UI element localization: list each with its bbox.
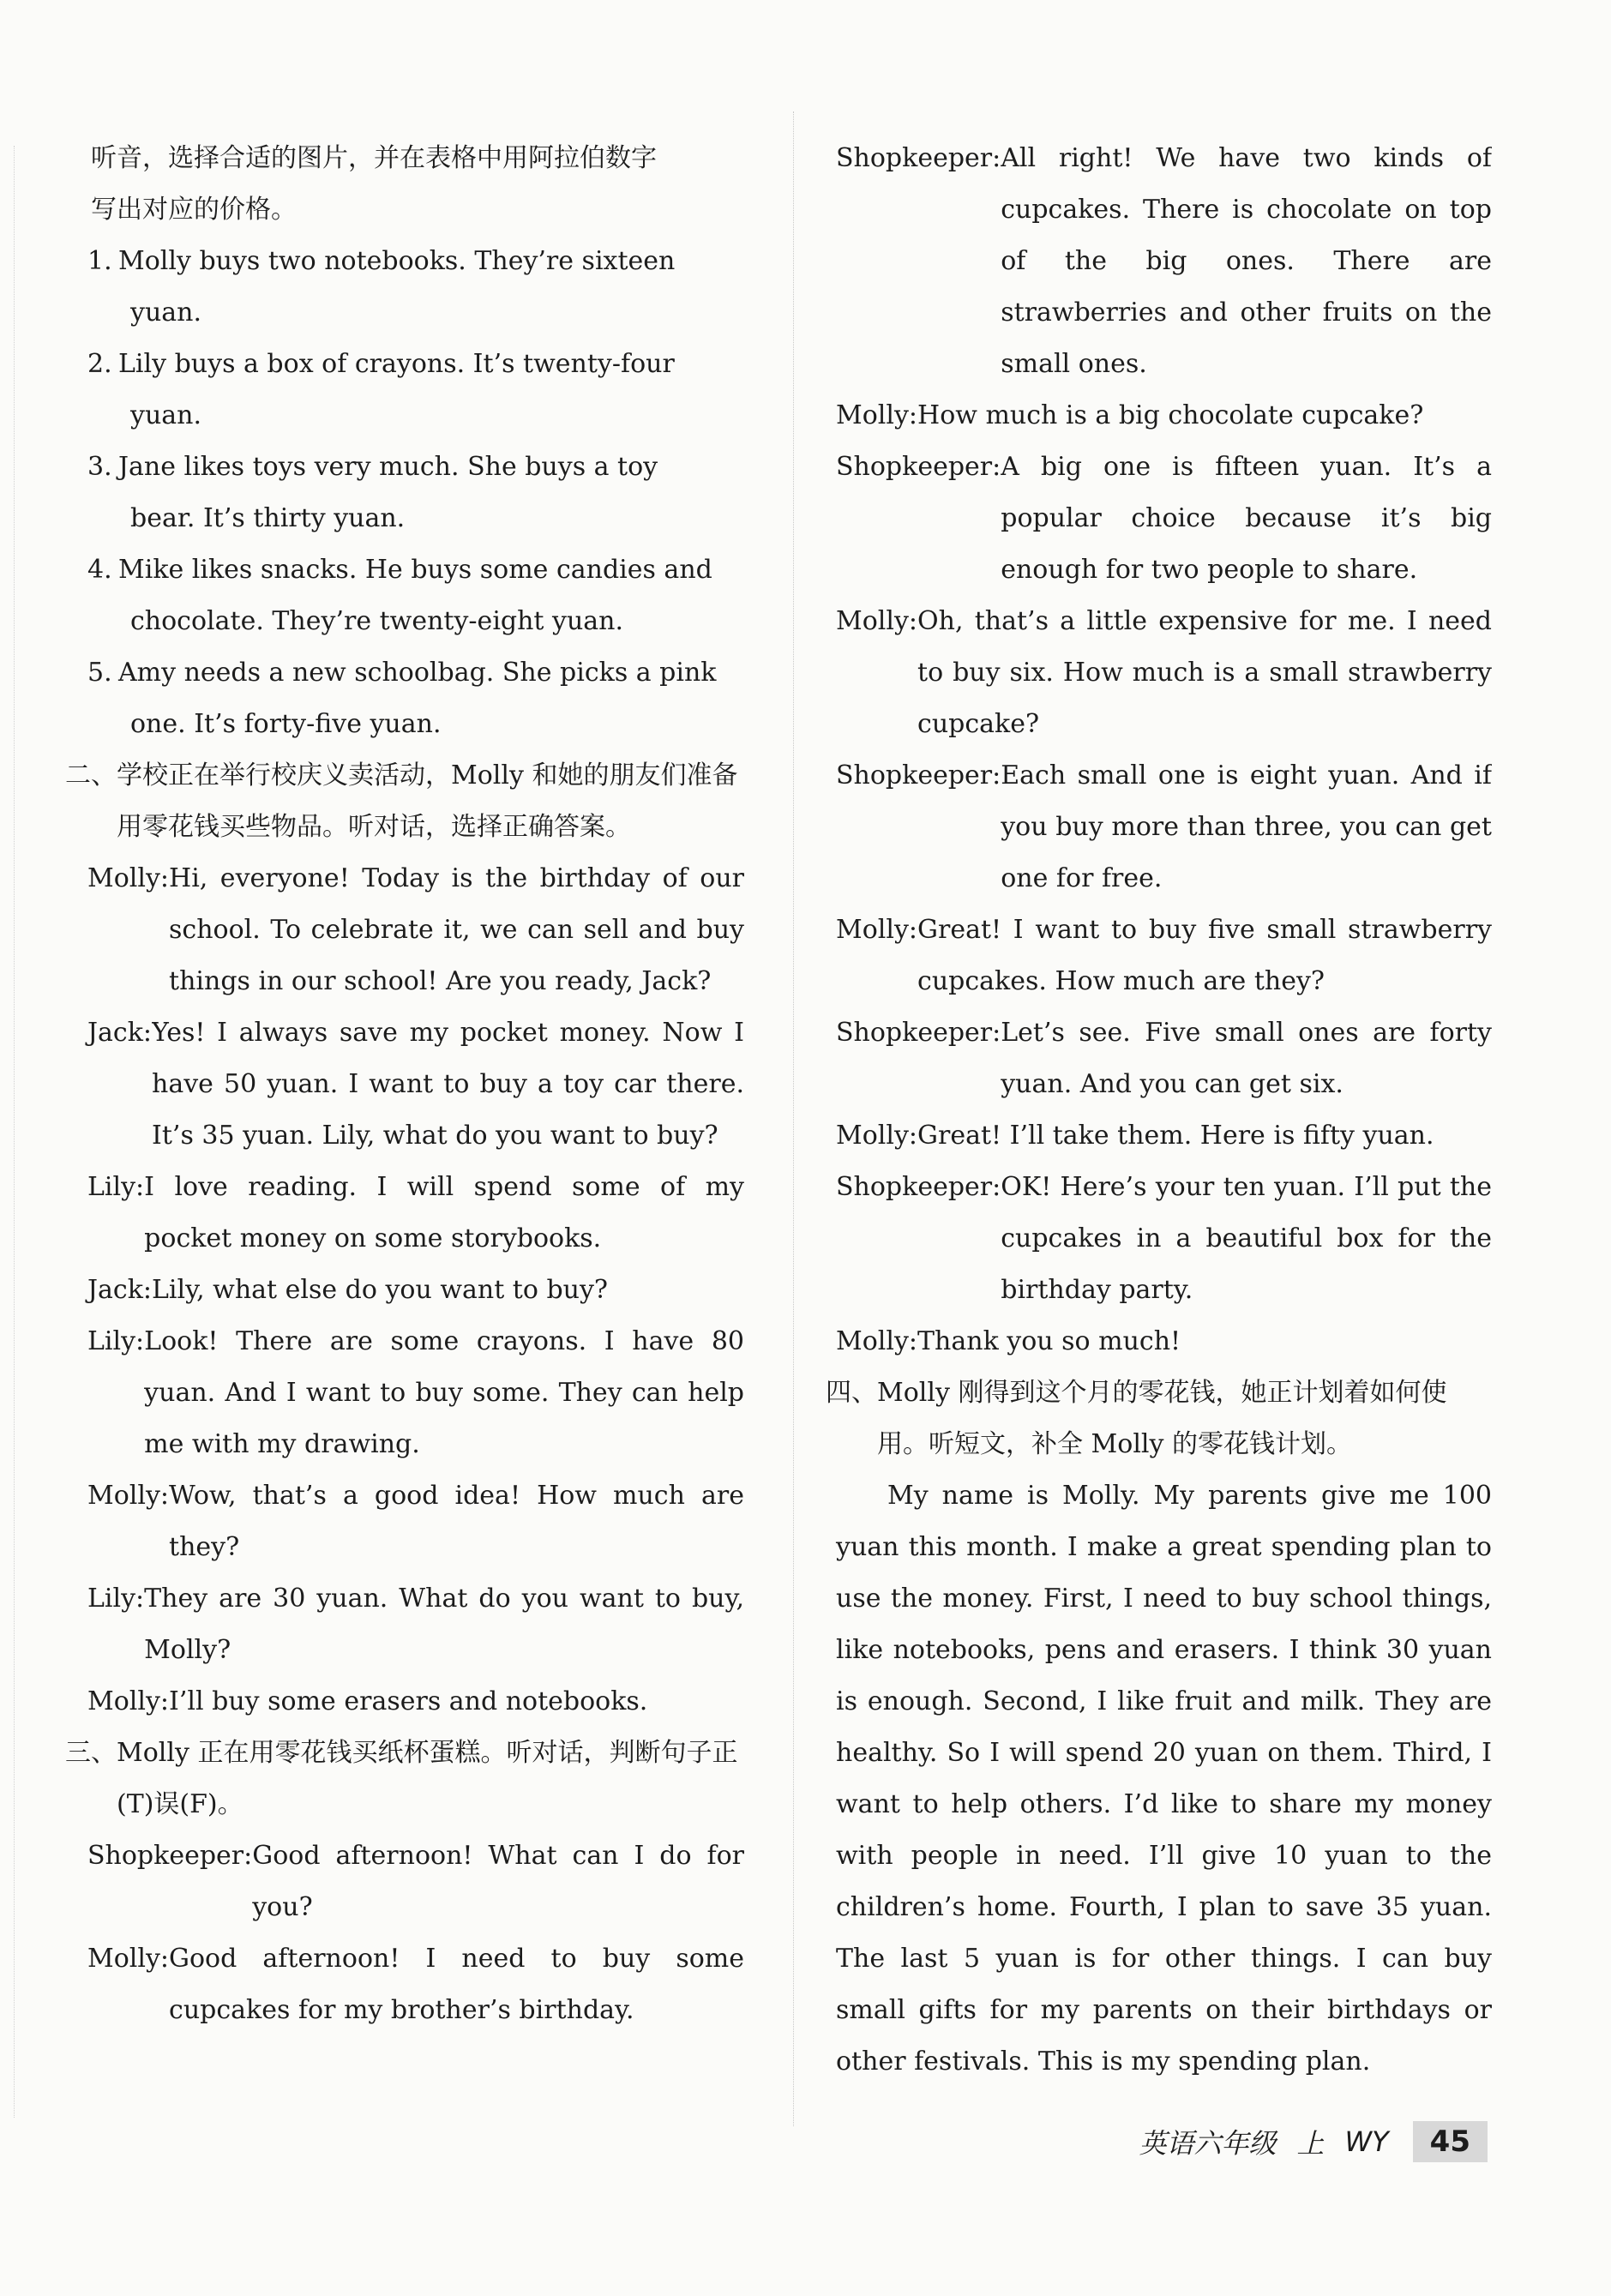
list-item	[75, 236, 744, 339]
list-item	[75, 647, 744, 750]
dialogue-text: I’ll buy some erasers and notebooks.	[169, 1686, 648, 1716]
dialogue-text: All right! We have two kinds of cupcakes. There is chocolate on top of the big ones. There are strawberries and other fruits on the small ones.	[1001, 143, 1492, 379]
list-item	[75, 442, 744, 544]
part1-intro-line: 写出对应的价格。	[91, 195, 297, 225]
item-text: yuan.	[130, 298, 202, 328]
dialogue-text: Lily, what else do you want to buy?	[152, 1275, 609, 1305]
margin-rule	[14, 146, 15, 2118]
dialogue-turn	[75, 1573, 744, 1676]
item-number: 1.	[87, 246, 112, 276]
dialogue-turn	[836, 1316, 1492, 1367]
dialogue-text: Each small one is eight yuan. And if you buy more than three, you can get one for free.	[1001, 760, 1492, 893]
dialogue-text: Good afternoon! I need to buy some cupcakes for my brother’s birthday.	[169, 1944, 744, 2025]
speaker-label: Lily:	[87, 1584, 145, 1614]
dialogue-turn	[75, 1676, 744, 1728]
speaker-label: Molly:	[836, 400, 918, 430]
dialogue-turn	[836, 133, 1492, 390]
dialogue-turn	[836, 596, 1492, 750]
speaker-label: Molly:	[87, 1686, 170, 1716]
item-number: 4.	[87, 555, 112, 585]
page-footer	[1076, 2116, 1488, 2167]
dialogue-text: I love reading. I will spend some of my pocket money on some storybooks.	[144, 1172, 744, 1253]
item-text: one. It’s forty-five yuan.	[130, 709, 442, 739]
dialogue-turn	[836, 390, 1492, 442]
speaker-label: Molly:	[836, 1121, 918, 1151]
dialogue-text: OK! Here’s your ten yuan. I’ll put the cupcakes in a beautiful box for the birthday party.	[1001, 1172, 1492, 1305]
dialogue-text: They are 30 yuan. What do you want to buy, Molly?	[144, 1584, 744, 1665]
dialogue-text: Good afternoon! What can I do for you?	[252, 1841, 744, 1922]
dialogue-turn	[75, 1007, 744, 1162]
item-text: Lily buys a box of crayons. It’s twenty-four	[118, 349, 675, 379]
dialogue-turn	[75, 853, 744, 1007]
dialogue-turn	[75, 1933, 744, 2036]
dialogue-text: Yes! I always save my pocket money. Now I have 50 yuan. I want to buy a toy car there. It’s 35 yuan. Lily, what do you want to buy?	[152, 1018, 744, 1151]
footer-edition: WY	[1344, 2125, 1389, 2158]
part2-heading: 二、学校正在举行校庆义卖活动，Molly 和她的朋友们准备用零花钱买些物品。听对话，选择正确答案。	[65, 760, 738, 842]
speaker-label: Lily:	[87, 1326, 145, 1356]
item-number: 2.	[87, 349, 112, 379]
dialogue-text: Let’s see. Five small ones are forty yuan. And you can get six.	[1001, 1018, 1492, 1099]
speaker-label: Molly:	[836, 1326, 918, 1356]
right-column	[826, 133, 1492, 2088]
dialogue-turn	[75, 1316, 744, 1470]
part1-intro	[75, 133, 744, 236]
dialogue-turn	[836, 1007, 1492, 1110]
item-text: Jane likes toys very much. She buys a toy	[118, 452, 658, 482]
item-text: chocolate. They’re twenty-eight yuan.	[130, 606, 624, 636]
speaker-label: Shopkeeper:	[836, 760, 1001, 790]
dialogue-text: Wow, that’s a good idea! How much are they?	[169, 1481, 744, 1562]
speaker-label: Shopkeeper:	[836, 1172, 1001, 1202]
page-number: 45	[1413, 2121, 1488, 2162]
part3-dialogue-start	[75, 1830, 744, 2036]
dialogue-text: A big one is fifteen yuan. It’s a popular choice because it’s big enough for two people to share.	[1001, 452, 1492, 585]
item-text: Amy needs a new schoolbag. She picks a pink	[118, 658, 717, 688]
speaker-label: Jack:	[87, 1275, 152, 1305]
item-text: Mike likes snacks. He buys some candies and	[118, 555, 712, 585]
speaker-label: Shopkeeper:	[836, 1018, 1001, 1048]
item-number: 5.	[87, 658, 112, 688]
speaker-label: Shopkeeper:	[836, 143, 1001, 173]
dialogue-turn	[836, 1162, 1492, 1316]
speaker-label: Molly:	[87, 1944, 170, 1974]
speaker-label: Molly:	[836, 915, 918, 945]
speaker-label: Shopkeeper:	[836, 452, 1001, 482]
speaker-label: Shopkeeper:	[87, 1841, 253, 1871]
dialogue-turn	[75, 1830, 744, 1933]
list-item	[75, 339, 744, 442]
part3-dialogue-continued	[836, 133, 1492, 1367]
dialogue-text: Great! I’ll take them. Here is fifty yuan.	[917, 1121, 1434, 1151]
item-text: bear. It’s thirty yuan.	[130, 503, 406, 533]
part4-heading: 四、Molly 刚得到这个月的零花钱，她正计划着如何使用。听短文，补全 Molly 的零花钱计划。	[826, 1378, 1447, 1459]
speaker-label: Molly:	[87, 863, 170, 893]
dialogue-turn	[75, 1162, 744, 1265]
speaker-label: Lily:	[87, 1172, 145, 1202]
dialogue-turn	[836, 1110, 1492, 1162]
left-column	[65, 133, 744, 2036]
part3-heading: 三、Molly 正在用零花钱买纸杯蛋糕。听对话，判断句子正(T)误(F)。	[65, 1738, 738, 1819]
item-text: Molly buys two notebooks. They’re sixteen	[118, 246, 676, 276]
part4-passage: My name is Molly. My parents give me 100 yuan this month. I make a great spending plan to use the money. First, I need to buy school things, like notebooks, pens and erasers. I think 30 yuan is enough. Second, I like fruit and milk. They are healthy. So I will spend 20 yuan on them. Third, I want to help others. I’d like to share my money with people in need. I’ll give 10 yuan to the children’s home. Fourth, I plan to save 35 yuan. The last 5 yuan is for other things. I can buy small gifts for my parents on their birthdays or other festivals. This is my spending plan.	[836, 1481, 1492, 2077]
part2-dialogue	[75, 853, 744, 1728]
dialogue-text: Oh, that’s a little expensive for me. I need to buy six. How much is a small strawberry cupcake?	[917, 606, 1492, 739]
dialogue-turn	[75, 1265, 744, 1316]
part1-intro-line: 听音，选择合适的图片，并在表格中用阿拉伯数字	[91, 143, 657, 173]
column-divider	[793, 111, 794, 2126]
footer-volume: 上	[1296, 2127, 1325, 2160]
list-item	[75, 544, 744, 647]
part1-list	[75, 236, 744, 750]
dialogue-turn	[836, 905, 1492, 1007]
dialogue-text: Thank you so much!	[917, 1326, 1181, 1356]
dialogue-text: How much is a big chocolate cupcake?	[917, 400, 1424, 430]
dialogue-text: Look! There are some crayons. I have 80 yuan. And I want to buy some. They can help me with my drawing.	[144, 1326, 744, 1459]
dialogue-text: Hi, everyone! Today is the birthday of our school. To celebrate it, we can sell and buy things in our school! Are you ready, Jack?	[169, 863, 744, 996]
dialogue-turn	[836, 750, 1492, 905]
speaker-label: Molly:	[836, 606, 918, 636]
dialogue-turn	[75, 1470, 744, 1573]
item-number: 3.	[87, 452, 112, 482]
dialogue-turn	[836, 442, 1492, 596]
dialogue-text: Great! I want to buy five small strawberry cupcakes. How much are they?	[917, 915, 1492, 996]
footer-subject: 英语六年级	[1139, 2127, 1277, 2160]
speaker-label: Molly:	[87, 1481, 170, 1511]
speaker-label: Jack:	[87, 1018, 152, 1048]
item-text: yuan.	[130, 400, 202, 430]
